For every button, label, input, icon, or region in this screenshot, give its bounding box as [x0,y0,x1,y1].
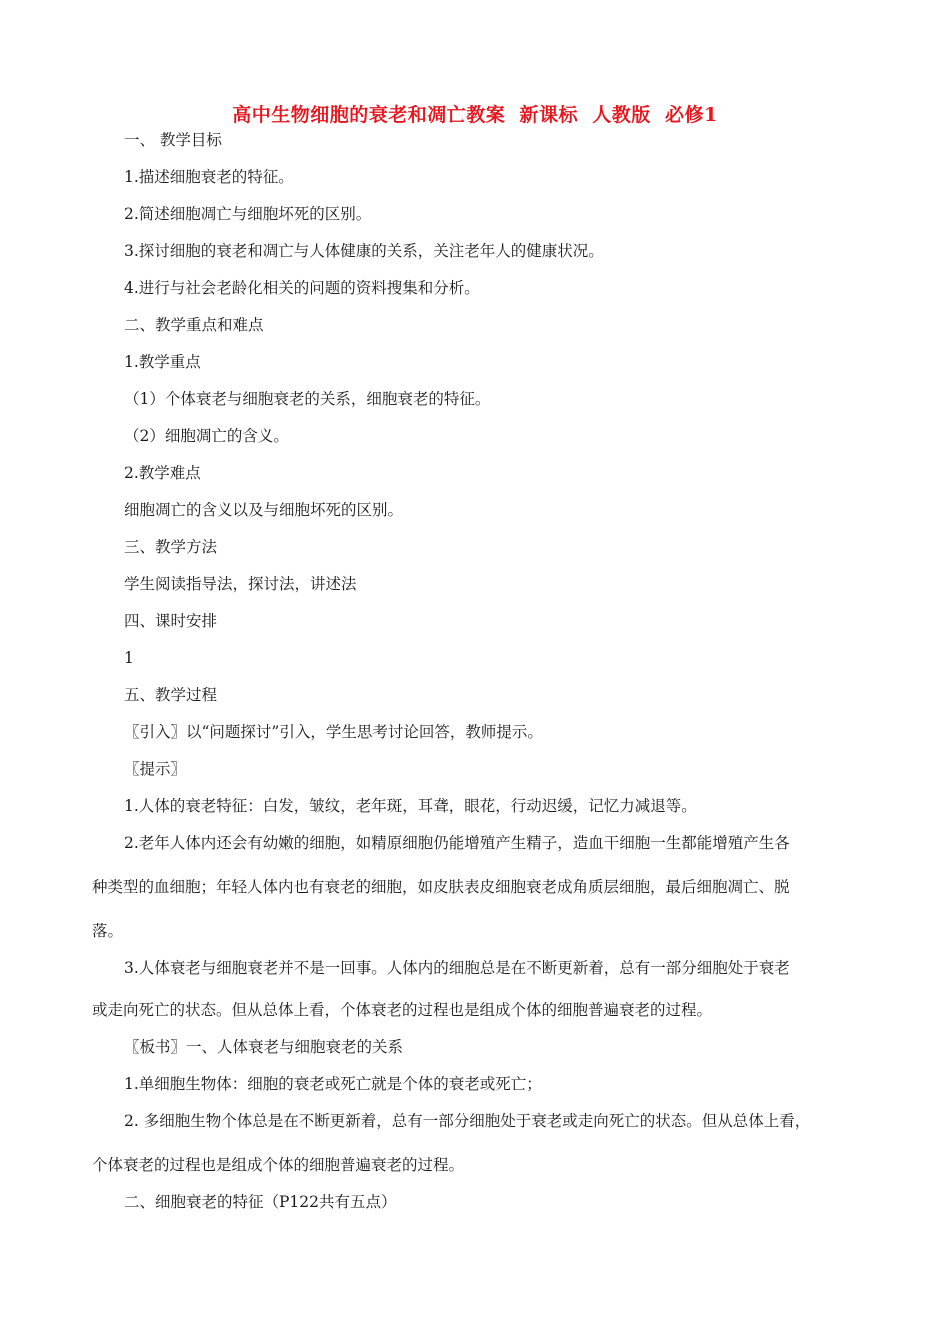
paragraph-line: 个体衰老的过程也是组成个体的细胞普遍衰老的过程。 [92,1156,465,1174]
paragraph-line: 3.人体衰老与细胞衰老并不是一回事。人体内的细胞总是在不断更新着，总有一部分细胞处于衰老 [124,959,790,977]
board-heading: 〖板书〗一、人体衰老与细胞衰老的关系 [124,1038,404,1056]
paragraph-line: 或走向死亡的状态。但从总体上看，个体衰老的过程也是组成个体的细胞普遍衰老的过程。 [92,1001,713,1019]
subheading: 1.教学重点 [124,353,201,371]
paragraph-line: 1.单细胞生物体：细胞的衰老或死亡就是个体的衰老或死亡； [124,1075,542,1093]
objective-item: 4.进行与社会老龄化相关的问题的资料搜集和分析。 [124,279,480,297]
objective-item: 3.探讨细胞的衰老和凋亡与人体健康的关系，关注老年人的健康状况。 [124,242,604,260]
paragraph-line: （1）个体衰老与细胞衰老的关系，细胞衰老的特征。 [124,390,491,408]
section-heading-process: 五、教学过程 [124,686,218,704]
section-heading-objectives: 一、 教学目标 [124,131,222,149]
paragraph-line: 种类型的血细胞；年轻人体内也有衰老的细胞，如皮肤表皮细胞衰老成角质层细胞，最后细胞凋亡、脱 [92,878,790,896]
objective-item: 1.描述细胞衰老的特征。 [124,168,294,186]
subheading: 2.教学难点 [124,464,201,482]
paragraph-line: 学生阅读指导法，探讨法，讲述法 [124,575,357,593]
paragraph-line: 〖引入〗以“问题探讨”引入，学生思考讨论回答，教师提示。 [124,723,543,741]
page-title: 高中生物细胞的衰老和凋亡教案 新课标 人教版 必修1 [232,104,718,126]
paragraph-line: 落。 [92,922,124,940]
section-heading-schedule: 四、课时安排 [124,612,218,630]
section-heading-features: 二、细胞衰老的特征（P122共有五点） [124,1193,397,1211]
paragraph-line: 1.人体的衰老特征：白发，皱纹，老年斑，耳聋，眼花，行动迟缓，记忆力减退等。 [124,797,697,815]
section-heading-methods: 三、教学方法 [124,538,218,556]
paragraph-line: 1 [124,649,134,667]
paragraph-line: 细胞凋亡的含义以及与细胞坏死的区别。 [124,501,404,519]
objective-item: 2.简述细胞凋亡与细胞坏死的区别。 [124,205,372,223]
paragraph-line: 〖提示〗 [124,760,187,778]
paragraph-line: 2. 多细胞生物个体总是在不断更新着，总有一部分细胞处于衰老或走向死亡的状态。但从总体上看， [124,1112,811,1130]
paragraph-line: （2）细胞凋亡的含义。 [124,427,289,445]
paragraph-line: 2.老年人体内还会有幼嫩的细胞，如精原细胞仍能增殖产生精子，造血干细胞一生都能增殖产生各 [124,834,790,852]
section-heading-key-points: 二、教学重点和难点 [124,316,264,334]
